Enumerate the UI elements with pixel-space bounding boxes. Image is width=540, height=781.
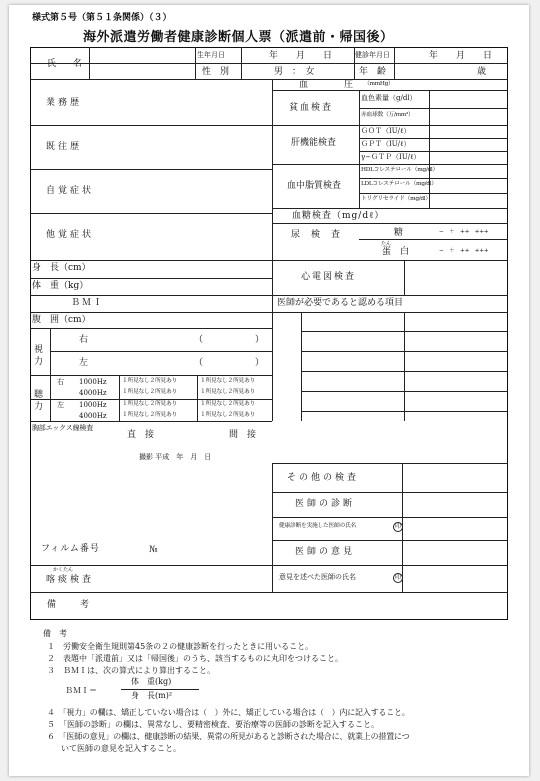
opinion-doctor-label: 意見を述べた医師の氏名 [279,573,356,581]
hearing-option: １所見なし２所見あり [200,389,255,395]
sex-value: 男 ： 女 [274,67,315,77]
bmi-label: ＢＭＩ [71,298,105,308]
blood-pressure-label: 血 圧 [299,80,354,90]
subjective-symptoms-label: 自覚症状 [46,186,95,196]
hearing-option: １所見なし２所見あり [122,378,177,384]
xray-shot-date: 撮影 平成 年 月 日 [139,453,212,461]
ggtp-label: γ−ＧＴＰ（IU/ℓ） [361,153,421,161]
got-label: ＧＯＴ（IU/ℓ） [361,127,411,135]
note-5: ５ 「医師の診断」の欄は、異常なし、要精密検査、要治療等の医師の診断を記入すること。 [47,720,379,729]
hearing-option: １所見なし２所見あり [122,412,177,418]
diagnosis-label: 医師の診断 [295,499,356,509]
diagnosis-doctor-label: 健康診断を実施した医師の氏名 [279,523,356,529]
ecg-label: 心電図検査 [301,272,357,282]
exam-date-label: 健診年月日 [355,51,390,59]
film-number-value: № [149,545,158,555]
note-1: １ 労働安全衛生規則第45条の２の健康診断を行ったときに用いること。 [47,642,314,651]
form-sheet [9,5,529,776]
urine-sugar-label: 糖 [394,228,404,238]
liver-label: 肝機能検査 [291,138,337,148]
urine-sugar-scale: − ＋ ++ +++ [439,229,489,235]
form-frame [30,47,508,620]
film-number-label: フィルム番号 [41,544,100,554]
remarks-label: 備 考 [47,600,92,610]
bmi-fraction-bar [121,689,199,690]
hearing-left-1000: 1000Hz [79,401,107,409]
hearing-right-label: 右 [57,378,64,386]
xray-label: 胸部エックス線検査 [32,424,93,432]
vision-right-label: 右 [79,335,89,345]
glucose-label: 血糖検査（mg/dℓ） [292,211,385,221]
gpt-label: ＧＰＴ（IU/ℓ） [361,140,411,148]
height-label: 身 長（cm） [32,263,91,273]
hearing-option: １所見なし２所見あり [122,389,177,395]
hdl-label: HDLコレステロール（mg/dl） [361,167,438,173]
hearing-option: １所見なし２所見あり [200,401,255,407]
blood-pressure-unit: （mmHg） [364,81,394,87]
age-unit: 歳 [477,67,487,77]
bmi-formula-label: ＢＭＩ＝ [65,686,97,695]
bmi-formula-denominator: 身 長(m)² [131,691,173,700]
weight-label: 体 重（kg） [32,281,89,291]
hearing-option: １所見なし２所見あり [200,412,255,418]
exam-date-value: 年 月 日 [429,51,493,61]
work-history-label: 業務歴 [46,98,83,108]
note-3: ３ ＢＭＩは、次の算式により算出すること。 [47,666,215,675]
note-6b: いて医師の意見を記入すること。 [61,744,181,753]
vision-right-paren-open: （ [194,335,204,345]
birth-value: 年 月 日 [269,51,333,61]
vision-right-paren-close: ） [255,335,265,345]
urine-label: 尿 検 査 [291,230,342,240]
doctor-items-label: 医師が必要であると認める項目 [277,298,404,308]
note-2: ２ 表題中「派遣前」又は「帰国後」のうち、該当するものに丸印をつけること。 [47,654,343,663]
hearing-label: 聴力 [34,390,44,412]
xray-direct: 直 接 [127,430,155,440]
opinion-label: 医師の意見 [295,547,356,557]
vision-label: 視力 [34,345,44,367]
vision-left-label: 左 [79,358,89,368]
other-exam-label: その他の検査 [287,473,360,483]
note-6a: ６ 「医師の意見」の欄は、健康診断の結果、異常の所見があると診断された場合に、就業上の措置につ [47,732,410,741]
tg-label: トリグリセライド（mg/dl） [361,196,431,202]
hearing-right-4000: 4000Hz [79,389,107,397]
note-4: ４ 「視力」の欄は、矯正していない場合は（ ）外に、矯正している場合は（ ）内に記入すること。 [47,708,410,717]
objective-symptoms-label: 他覚症状 [46,230,95,240]
seal-icon: 印 [394,523,401,530]
xray-indirect: 間 接 [229,430,257,440]
vision-left-paren-close: ） [255,358,265,368]
past-history-label: 既往歴 [46,142,83,152]
sex-label: 性 別 [202,67,230,77]
bmi-formula-numerator: 体 重(kg) [131,677,172,686]
hearing-left-label: 左 [57,401,64,409]
age-label: 年 齢 [359,67,387,77]
urine-protein-scale: − ＋ ++ +++ [439,248,489,254]
hearing-option: １所見なし２所見あり [200,378,255,384]
ldl-label: LDLコレステロール（mg/dl） [361,181,437,187]
hearing-option: １所見なし２所見あり [122,401,177,407]
rbc-label: 赤血球数（万/mm³） [361,112,414,118]
sputum-ruby: かくたん [53,567,74,573]
lipid-label: 血中脂質検査 [287,181,342,191]
form-id: 様式第５号（第５１条関係）（３） [32,13,172,23]
birth-label: 生年月日 [197,51,225,59]
vision-left-paren-open: （ [194,358,204,368]
sputum-label: 喀痰検査 [46,575,95,585]
page-title: 海外派遣労働者健康診断個人票（派遣前・帰国後） [83,30,394,45]
name-label: 氏 名 [47,59,87,69]
hearing-left-4000: 4000Hz [79,412,107,420]
anemia-label: 貧血検査 [289,103,334,113]
hemoglobin-label: 血色素量（g/dl） [361,94,417,102]
urine-protein-label: 蛋 白 [382,247,410,257]
seal-icon: 印 [394,574,401,581]
hearing-right-1000: 1000Hz [79,378,107,386]
waist-label: 腹 囲（cm） [32,315,91,325]
notes-heading: 備 考 [43,629,67,638]
protein-ruby: たん [381,241,392,247]
